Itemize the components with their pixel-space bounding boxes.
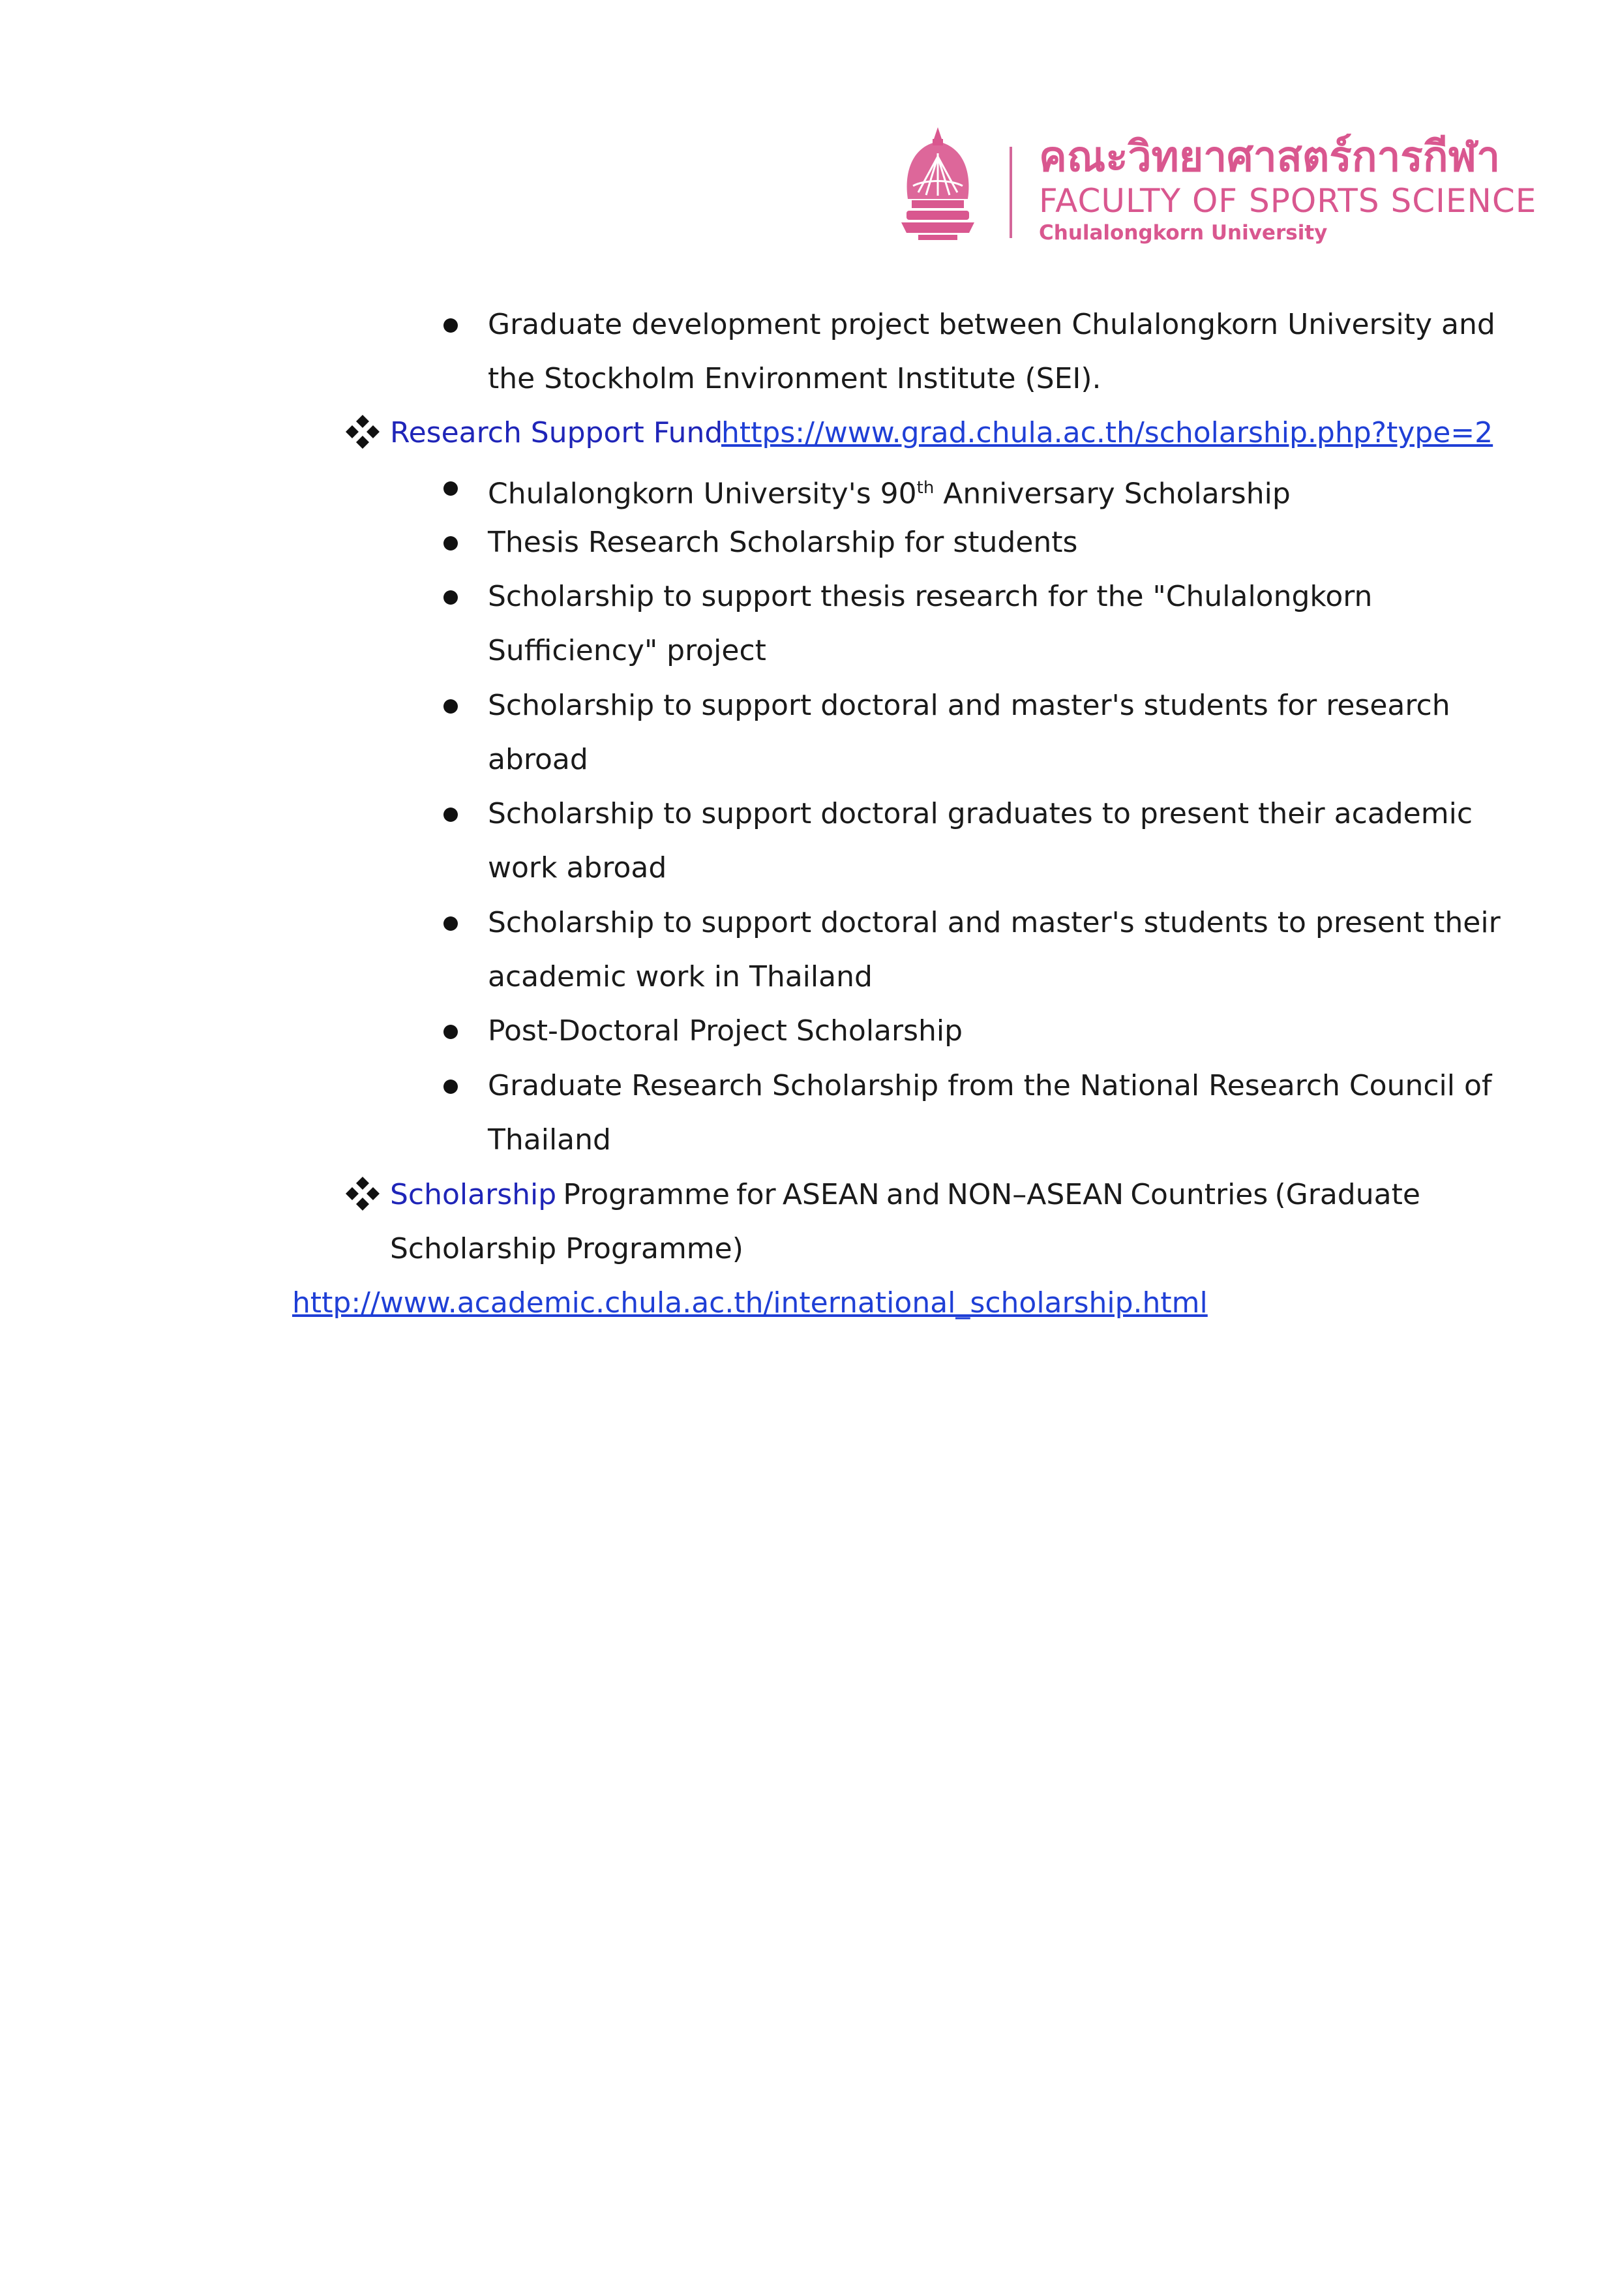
ordinal-suffix: th bbox=[916, 478, 935, 498]
list-item: Post-Doctoral Project Scholarship bbox=[488, 1014, 963, 1048]
list-item-continuation: the Stockholm Environment Institute (SEI). bbox=[488, 362, 1101, 395]
research-fund-link[interactable]: https://www.grad.chula.ac.th/scholarship.php?type=2 bbox=[721, 416, 1493, 449]
list-item: Thesis Research Scholarship for students bbox=[488, 526, 1078, 559]
heading-word: Countries bbox=[1130, 1178, 1268, 1211]
bullet-icon bbox=[443, 536, 458, 551]
list-item: Scholarship to support thesis research for the "Chulalongkorn bbox=[488, 580, 1373, 613]
list-item: Scholarship to support doctoral graduates to present their academic bbox=[488, 797, 1473, 830]
bullet-icon bbox=[443, 699, 458, 714]
university-name: Chulalongkorn University bbox=[1039, 221, 1328, 245]
bullet-icon bbox=[443, 916, 458, 931]
heading-word: NON–ASEAN bbox=[946, 1178, 1124, 1211]
bullet-icon bbox=[443, 1025, 458, 1039]
asean-scholarship-link[interactable]: http://www.academic.chula.ac.th/international_scholarship.html bbox=[292, 1286, 1208, 1320]
heading-word: for bbox=[736, 1178, 776, 1211]
list-item-continuation: academic work in Thailand bbox=[488, 960, 873, 993]
list-item-continuation: Sufficiency" project bbox=[488, 634, 766, 667]
heading-word: ASEAN bbox=[782, 1178, 880, 1211]
faculty-english-name: FACULTY OF SPORTS SCIENCE bbox=[1039, 182, 1537, 220]
asean-heading-continuation: Scholarship Programme) bbox=[390, 1232, 743, 1265]
list-item: Graduate development project between Chulalongkorn University and bbox=[488, 308, 1495, 341]
list-item: Graduate Research Scholarship from the National Research Council of bbox=[488, 1069, 1492, 1102]
list-item bbox=[488, 468, 1291, 514]
four-diamond-bullet-icon bbox=[344, 1175, 381, 1212]
list-item-text: Chulalongkorn University's 90 bbox=[488, 477, 917, 511]
asean-scholarship-title: Scholarship bbox=[390, 1178, 557, 1211]
heading-word: and bbox=[886, 1178, 940, 1211]
four-diamond-bullet-icon bbox=[344, 414, 381, 450]
list-item: Scholarship to support doctoral and master's students for research bbox=[488, 689, 1450, 722]
list-item-continuation: abroad bbox=[488, 743, 588, 776]
faculty-header bbox=[899, 121, 1537, 245]
bullet-icon bbox=[443, 590, 458, 605]
list-item-continuation: Thailand bbox=[488, 1123, 611, 1156]
list-item: Scholarship to support doctoral and master's students to present their bbox=[488, 906, 1501, 939]
bullet-icon bbox=[443, 481, 458, 496]
bullet-icon bbox=[443, 1080, 458, 1094]
header-divider bbox=[1010, 147, 1012, 238]
chulalongkorn-emblem-icon bbox=[899, 127, 977, 241]
bullet-icon bbox=[443, 808, 458, 822]
research-fund-title: Research Support Fund bbox=[390, 416, 723, 449]
bullet-icon bbox=[443, 318, 458, 333]
asean-heading-line bbox=[390, 1175, 1420, 1215]
heading-word: (Graduate bbox=[1274, 1178, 1420, 1211]
list-item-text: Anniversary Scholarship bbox=[934, 477, 1291, 511]
faculty-thai-name: คณะวิทยาศาสตร์การกีฬา bbox=[1039, 133, 1501, 181]
heading-word: Programme bbox=[563, 1178, 730, 1211]
list-item-continuation: work abroad bbox=[488, 851, 667, 884]
